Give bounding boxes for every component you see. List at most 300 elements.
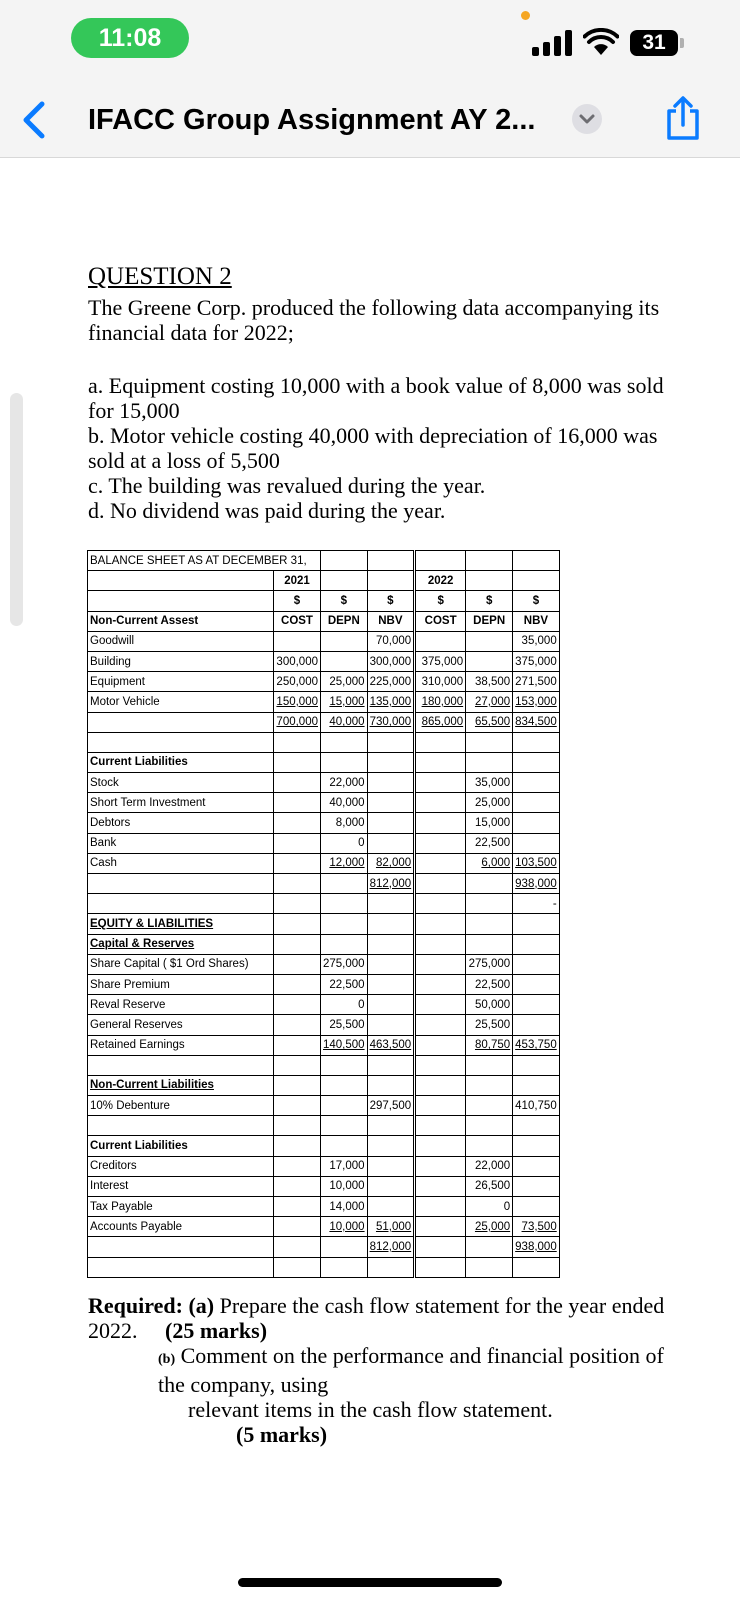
table-cell: NBV (513, 611, 560, 631)
table-cell (274, 1156, 321, 1176)
table-cell (513, 1055, 560, 1075)
table-cell (513, 1075, 560, 1095)
question-heading: QUESTION 2 (88, 263, 232, 290)
table-cell: 812,000 (367, 874, 415, 894)
table-cell: 82,000 (367, 853, 415, 873)
row-label-cell: General Reserves (88, 1015, 274, 1035)
table-row (88, 974, 560, 994)
table-cell (367, 914, 415, 934)
table-cell: 275,000 (321, 954, 368, 974)
table-row (88, 894, 560, 914)
table-cell (274, 793, 321, 813)
table-cell: 80,750 (466, 1035, 513, 1055)
table-cell: 453,750 (513, 1035, 560, 1055)
row-label-cell: Capital & Reserves (88, 934, 274, 954)
table-cell (415, 1075, 466, 1095)
table-row (88, 1156, 560, 1176)
table-cell: 0 (321, 995, 368, 1015)
cellular-signal-icon (532, 30, 574, 56)
table-cell (513, 571, 560, 591)
table-cell (513, 833, 560, 853)
row-label-cell: Reval Reserve (88, 995, 274, 1015)
table-cell (415, 1156, 466, 1176)
table-cell (321, 1237, 368, 1257)
table-cell (415, 1237, 466, 1257)
table-row (88, 874, 560, 894)
privacy-indicator-dot (521, 11, 530, 20)
table-cell: 150,000 (274, 692, 321, 712)
row-label-cell: Tax Payable (88, 1197, 274, 1217)
table-row (88, 1015, 560, 1035)
table-cell: 463,500 (367, 1035, 415, 1055)
chevron-down-icon (572, 104, 602, 134)
table-cell: $ (466, 591, 513, 611)
table-cell: - (513, 894, 560, 914)
table-row (88, 752, 560, 772)
table-cell (367, 1156, 415, 1176)
table-cell (367, 571, 415, 591)
row-label-cell: Bank (88, 833, 274, 853)
table-cell (321, 551, 368, 571)
scroll-indicator[interactable] (10, 393, 23, 626)
table-cell: 0 (321, 833, 368, 853)
table-cell: 938,000 (513, 874, 560, 894)
table-cell (321, 934, 368, 954)
table-cell: 25,500 (466, 1015, 513, 1035)
table-row (88, 732, 560, 752)
table-cell (415, 833, 466, 853)
table-cell (415, 1197, 466, 1217)
table-row (88, 1075, 560, 1095)
row-label-cell: Share Capital ( $1 Ord Shares) (88, 954, 274, 974)
table-cell (274, 1257, 321, 1277)
table-cell (367, 793, 415, 813)
table-cell (274, 974, 321, 994)
table-cell (321, 651, 368, 671)
table-cell (415, 934, 466, 954)
table-cell (274, 1197, 321, 1217)
table-cell (321, 874, 368, 894)
table-cell: 25,000 (321, 672, 368, 692)
table-cell: 17,000 (321, 1156, 368, 1176)
table-cell (367, 732, 415, 752)
row-label-cell (88, 732, 274, 752)
table-cell (415, 1116, 466, 1136)
table-row (88, 934, 560, 954)
table-cell (274, 1136, 321, 1156)
note-b: b. Motor vehicle costing 40,000 with depreciation of 16,000 was sold at a loss of 5,500 (88, 423, 658, 473)
table-cell (274, 1237, 321, 1257)
table-cell: 275,000 (466, 954, 513, 974)
table-row (88, 773, 560, 793)
table-cell: $ (513, 591, 560, 611)
table-cell (321, 1257, 368, 1277)
table-cell (274, 954, 321, 974)
table-cell (415, 1217, 466, 1237)
table-cell (367, 1176, 415, 1196)
table-cell (415, 1035, 466, 1055)
table-row (88, 1197, 560, 1217)
table-cell: DEPN (466, 611, 513, 631)
row-label-cell: Equipment (88, 672, 274, 692)
table-cell: 2021 (274, 571, 321, 591)
table-cell (274, 853, 321, 873)
table-cell: 410,750 (513, 1096, 560, 1116)
table-cell (513, 1156, 560, 1176)
table-cell (274, 1015, 321, 1035)
back-chevron-icon[interactable] (18, 98, 50, 142)
table-cell: 8,000 (321, 813, 368, 833)
table-cell: 35,000 (513, 631, 560, 651)
table-row (88, 1096, 560, 1116)
table-cell (274, 874, 321, 894)
table-cell: 140,500 (321, 1035, 368, 1055)
table-cell (274, 1035, 321, 1055)
table-cell (466, 752, 513, 772)
table-cell (513, 551, 560, 571)
table-row (88, 1055, 560, 1075)
table-cell: $ (274, 591, 321, 611)
table-cell (321, 752, 368, 772)
table-cell (415, 1136, 466, 1156)
table-cell (415, 874, 466, 894)
table-cell (274, 773, 321, 793)
intro-paragraph: The Greene Corp. produced the following data accompanying its financial data for 2022; (88, 295, 660, 345)
table-cell: 6,000 (466, 853, 513, 873)
row-label-cell (88, 1257, 274, 1277)
table-cell: 297,500 (367, 1096, 415, 1116)
row-label-cell (88, 1055, 274, 1075)
table-cell (415, 995, 466, 1015)
row-label-cell: Non-Current Liabilities (88, 1075, 274, 1095)
table-row (88, 631, 560, 651)
table-cell: $ (367, 591, 415, 611)
table-row (88, 611, 560, 631)
part-b-marks: (5 marks) (236, 1422, 328, 1447)
table-cell (367, 894, 415, 914)
table-cell (466, 1136, 513, 1156)
table-cell (513, 1176, 560, 1196)
table-cell: COST (274, 611, 321, 631)
table-cell: $ (321, 591, 368, 611)
table-cell: 0 (466, 1197, 513, 1217)
table-cell: 22,000 (466, 1156, 513, 1176)
table-row (88, 793, 560, 813)
table-row (88, 1176, 560, 1196)
table-cell (367, 934, 415, 954)
table-cell (415, 954, 466, 974)
row-label-cell: Debtors (88, 813, 274, 833)
table-row (88, 954, 560, 974)
table-row (88, 692, 560, 712)
table-cell (367, 551, 415, 571)
table-cell (466, 732, 513, 752)
table-cell (274, 1075, 321, 1095)
title-menu-button[interactable] (572, 104, 602, 134)
table-cell: 135,000 (367, 692, 415, 712)
table-cell (466, 1237, 513, 1257)
table-cell (321, 1075, 368, 1095)
table-cell (513, 1136, 560, 1156)
table-row (88, 1116, 560, 1136)
row-label-cell (88, 894, 274, 914)
table-cell: 27,000 (466, 692, 513, 712)
table-cell: 812,000 (367, 1237, 415, 1257)
table-cell: 300,000 (367, 651, 415, 671)
row-label-cell (88, 591, 274, 611)
table-cell (415, 1015, 466, 1035)
table-cell (274, 631, 321, 651)
table-cell: 938,000 (513, 1237, 560, 1257)
row-label-cell: Share Premium (88, 974, 274, 994)
table-cell (367, 995, 415, 1015)
table-cell (513, 1015, 560, 1035)
table-row (88, 995, 560, 1015)
table-cell (466, 571, 513, 591)
table-cell (415, 1096, 466, 1116)
table-cell (466, 894, 513, 914)
table-row (88, 833, 560, 853)
table-cell: 22,500 (466, 833, 513, 853)
table-cell (274, 1096, 321, 1116)
table-cell (513, 934, 560, 954)
table-cell: 375,000 (415, 651, 466, 671)
table-row (88, 853, 560, 873)
table-cell: 10,000 (321, 1217, 368, 1237)
row-label-cell: Stock (88, 773, 274, 793)
table-cell (367, 1136, 415, 1156)
table-cell (466, 934, 513, 954)
row-label-cell: BALANCE SHEET AS AT DECEMBER 31, (88, 551, 321, 571)
table-cell (415, 1055, 466, 1075)
table-cell: 25,000 (466, 1217, 513, 1237)
table-cell: 271,500 (513, 672, 560, 692)
table-cell (367, 1116, 415, 1136)
row-label-cell: Motor Vehicle (88, 692, 274, 712)
status-time: 11:08 (71, 18, 189, 58)
table-cell: 865,000 (415, 712, 466, 732)
table-cell: 300,000 (274, 651, 321, 671)
notes-list (88, 373, 688, 523)
table-cell (466, 631, 513, 651)
table-cell: $ (415, 591, 466, 611)
table-cell: 22,000 (321, 773, 368, 793)
table-row (88, 813, 560, 833)
table-cell (321, 571, 368, 591)
table-cell: 12,000 (321, 853, 368, 873)
table-cell (274, 732, 321, 752)
table-row (88, 571, 560, 591)
required-label: Required: (88, 1293, 183, 1318)
row-label-cell: Short Term Investment (88, 793, 274, 813)
document-title: IFACC Group Assignment AY 2... (88, 104, 536, 136)
table-cell: 26,500 (466, 1176, 513, 1196)
table-row (88, 591, 560, 611)
table-cell (367, 954, 415, 974)
table-cell: 22,500 (466, 974, 513, 994)
table-cell: 10,000 (321, 1176, 368, 1196)
table-row (88, 914, 560, 934)
table-cell (466, 1116, 513, 1136)
table-cell (415, 1176, 466, 1196)
row-label-cell: Creditors (88, 1156, 274, 1176)
table-cell: 25,500 (321, 1015, 368, 1035)
table-row (88, 551, 560, 571)
table-row (88, 651, 560, 671)
table-cell (321, 732, 368, 752)
table-cell: 40,000 (321, 793, 368, 813)
table-cell (367, 1015, 415, 1035)
table-cell (367, 1257, 415, 1277)
row-label-cell: Retained Earnings (88, 1035, 274, 1055)
table-cell (513, 995, 560, 1015)
table-cell (466, 1075, 513, 1095)
top-bar (0, 0, 740, 158)
table-cell (415, 793, 466, 813)
table-row (88, 712, 560, 732)
table-row (88, 1217, 560, 1237)
table-cell: 38,500 (466, 672, 513, 692)
table-cell: 2022 (415, 571, 466, 591)
home-indicator[interactable] (238, 1578, 502, 1587)
table-cell (367, 833, 415, 853)
table-row (88, 1257, 560, 1277)
table-cell: 153,000 (513, 692, 560, 712)
table-cell: 15,000 (321, 692, 368, 712)
table-cell: 250,000 (274, 672, 321, 692)
table-cell: 25,000 (466, 793, 513, 813)
table-cell (321, 1136, 368, 1156)
table-cell (415, 631, 466, 651)
row-label-cell: Goodwill (88, 631, 274, 651)
row-label-cell (88, 571, 274, 591)
table-cell (513, 1197, 560, 1217)
table-cell (415, 853, 466, 873)
row-label-cell: Accounts Payable (88, 1217, 274, 1237)
table-cell (321, 914, 368, 934)
table-cell: 375,000 (513, 651, 560, 671)
note-a: a. Equipment costing 10,000 with a book value of 8,000 was sold for 15,000 (88, 373, 664, 423)
table-cell (367, 813, 415, 833)
table-cell: 180,000 (415, 692, 466, 712)
table-cell: 70,000 (367, 631, 415, 651)
row-label-cell (88, 1237, 274, 1257)
table-cell (274, 995, 321, 1015)
table-cell (321, 1116, 368, 1136)
table-cell (274, 813, 321, 833)
table-cell (274, 1176, 321, 1196)
table-cell (415, 813, 466, 833)
table-cell: 51,000 (367, 1217, 415, 1237)
table-row (88, 1035, 560, 1055)
table-cell (513, 1257, 560, 1277)
table-cell (513, 752, 560, 772)
table-cell (466, 874, 513, 894)
share-icon[interactable] (664, 95, 702, 141)
part-b-text-1: Comment on the performance and financial position of the company, using (158, 1343, 664, 1397)
table-cell: 103,500 (513, 853, 560, 873)
battery-tip (680, 38, 684, 48)
part-b-text-2: relevant items in the cash flow statement. (188, 1397, 553, 1422)
part-b-label: (b) (158, 1352, 176, 1367)
table-cell (367, 1055, 415, 1075)
table-row (88, 672, 560, 692)
table-cell (367, 974, 415, 994)
table-cell: 730,000 (367, 712, 415, 732)
table-cell: 22,500 (321, 974, 368, 994)
row-label-cell: 10% Debenture (88, 1096, 274, 1116)
table-cell (321, 631, 368, 651)
table-cell (466, 1096, 513, 1116)
table-cell (513, 813, 560, 833)
table-cell: NBV (367, 611, 415, 631)
table-cell (274, 914, 321, 934)
table-cell (466, 551, 513, 571)
table-cell (321, 894, 368, 914)
table-row (88, 1136, 560, 1156)
table-cell: 65,500 (466, 712, 513, 732)
table-cell (415, 894, 466, 914)
table-cell (513, 1116, 560, 1136)
table-cell (415, 752, 466, 772)
table-cell (367, 752, 415, 772)
table-cell (321, 1096, 368, 1116)
table-cell: 35,000 (466, 773, 513, 793)
table-cell: 15,000 (466, 813, 513, 833)
table-cell (367, 773, 415, 793)
required-section (88, 1293, 688, 1447)
table-cell: 310,000 (415, 672, 466, 692)
table-cell (321, 1055, 368, 1075)
row-label-cell (88, 712, 274, 732)
table-row (88, 1237, 560, 1257)
table-cell (513, 914, 560, 934)
table-cell (466, 914, 513, 934)
row-label-cell: Building (88, 651, 274, 671)
table-cell (274, 934, 321, 954)
row-label-cell: Current Liabilities (88, 1136, 274, 1156)
row-label-cell: Interest (88, 1176, 274, 1196)
table-cell: 225,000 (367, 672, 415, 692)
table-cell (513, 732, 560, 752)
table-cell (367, 1197, 415, 1217)
table-cell (274, 833, 321, 853)
table-cell (274, 752, 321, 772)
part-a-label: (a) (188, 1293, 215, 1318)
table-cell (274, 1116, 321, 1136)
table-cell: 14,000 (321, 1197, 368, 1217)
row-label-cell (88, 1116, 274, 1136)
table-cell (415, 974, 466, 994)
table-cell (415, 551, 466, 571)
table-cell (415, 732, 466, 752)
table-cell: 40,000 (321, 712, 368, 732)
part-a-marks: (25 marks) (165, 1318, 268, 1343)
table-cell: 73,500 (513, 1217, 560, 1237)
row-label-cell: Current Liabilities (88, 752, 274, 772)
table-cell (415, 773, 466, 793)
note-c: c. The building was revalued during the year. (88, 473, 486, 498)
table-cell (513, 793, 560, 813)
battery-icon: 31 (630, 30, 678, 56)
row-label-cell (88, 874, 274, 894)
table-cell (274, 894, 321, 914)
part-a-text: Prepare the cash flow statement for the year ended 2022. (88, 1293, 665, 1343)
table-cell: 50,000 (466, 995, 513, 1015)
table-cell (274, 1055, 321, 1075)
table-cell (415, 1257, 466, 1277)
row-label-cell: Cash (88, 853, 274, 873)
